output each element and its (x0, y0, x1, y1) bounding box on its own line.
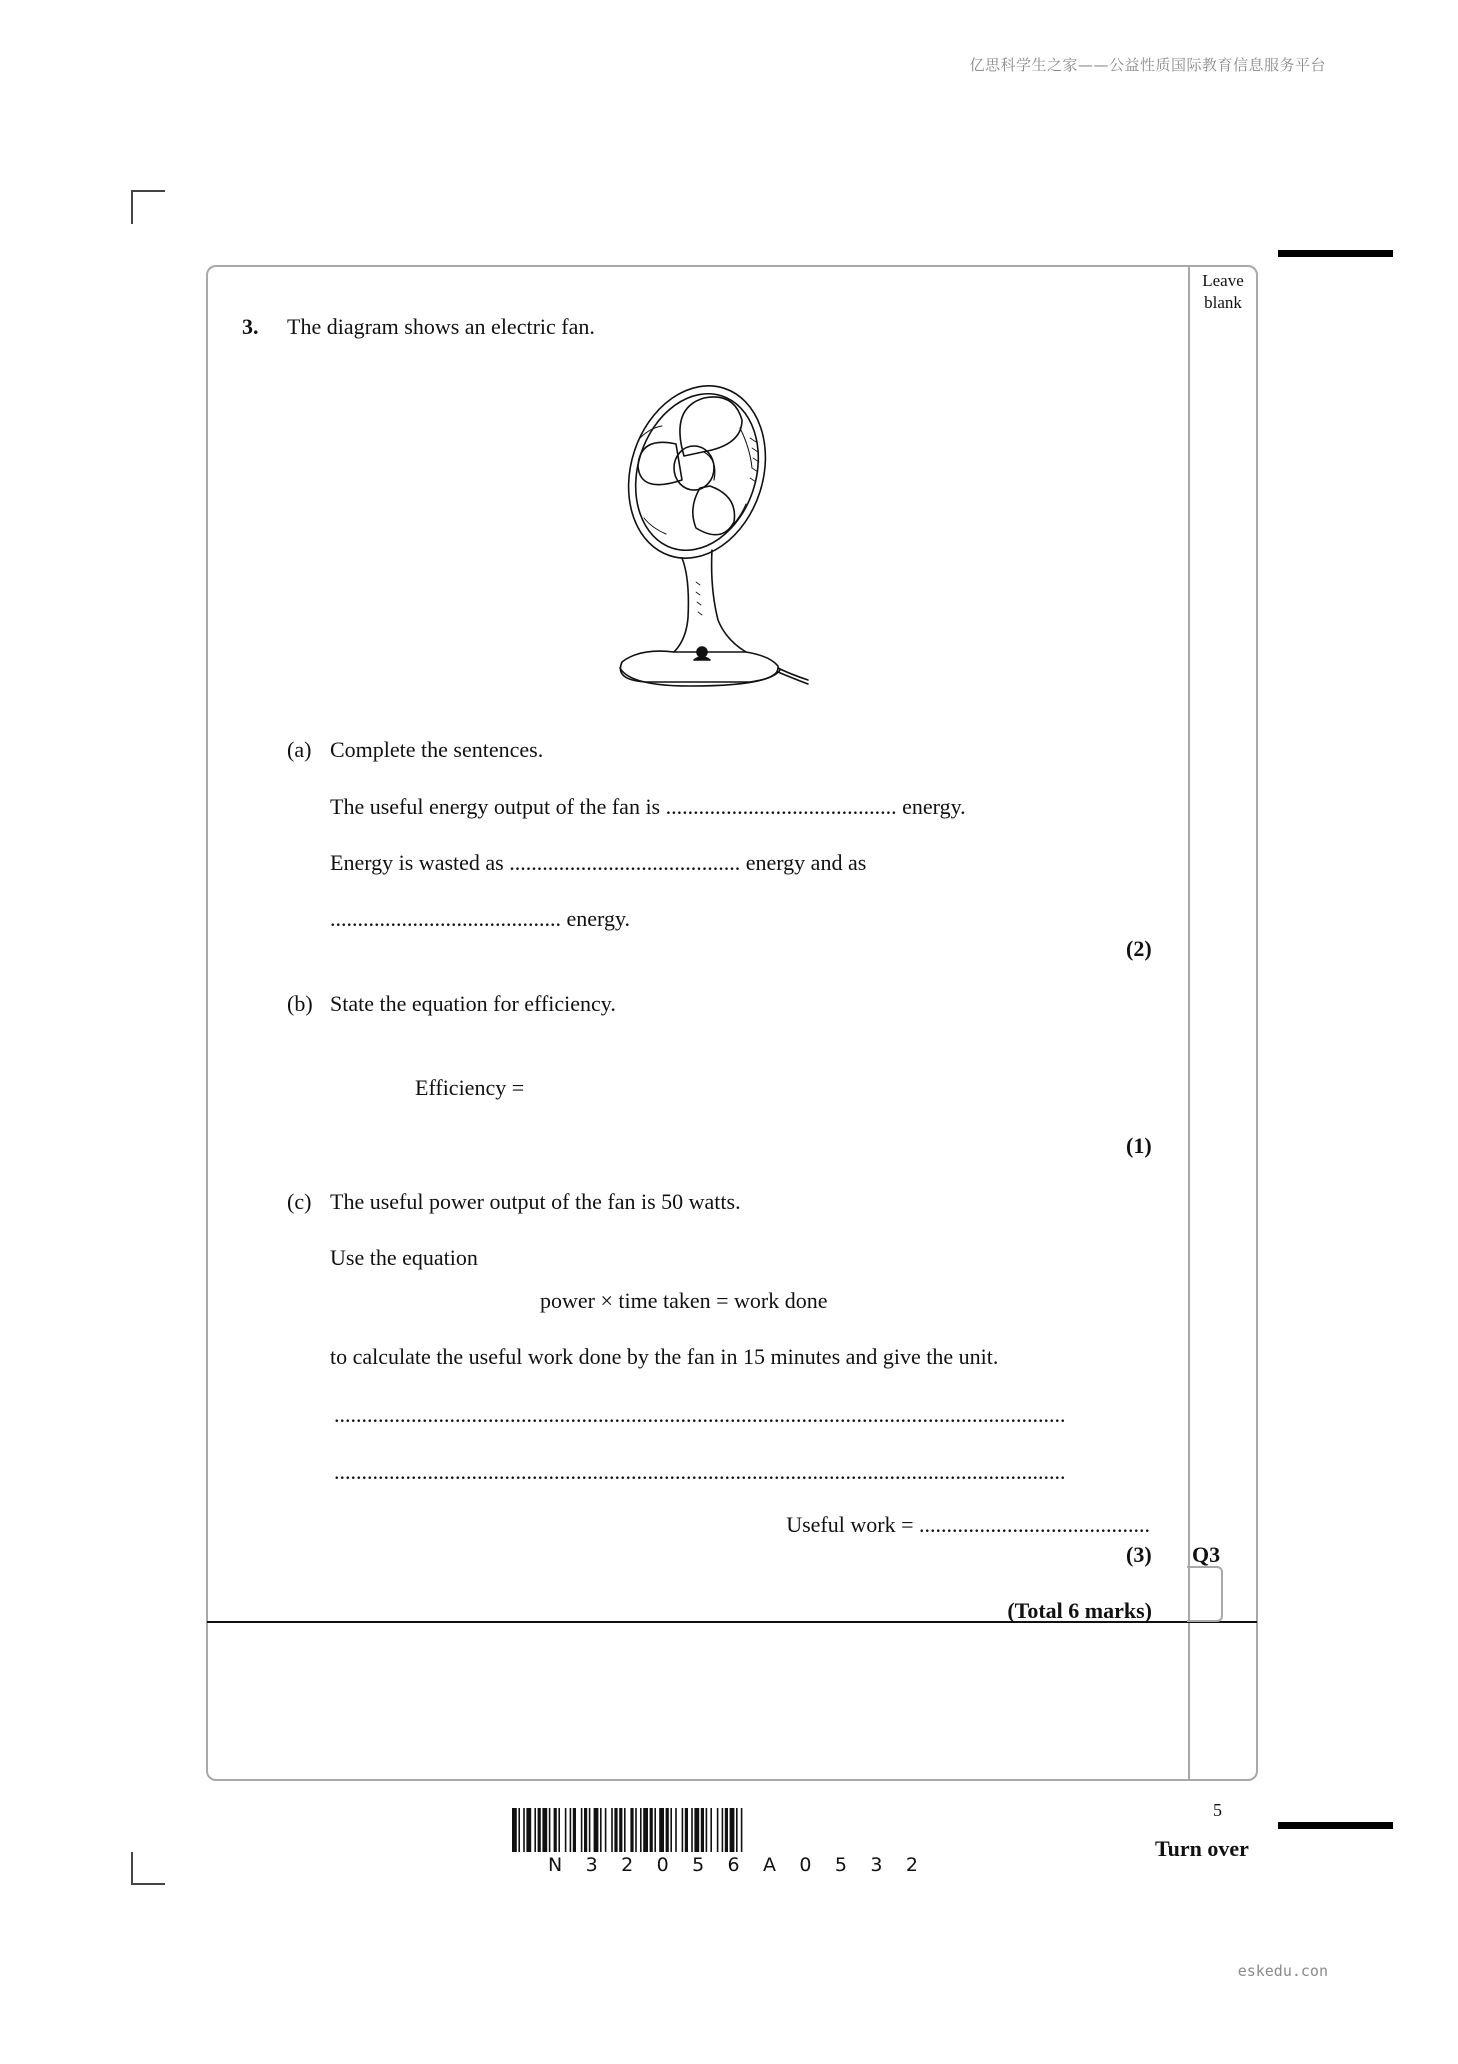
barcode-digit: 5 (692, 1854, 705, 1876)
barcode-digit: 2 (621, 1854, 634, 1876)
barcode-bar (670, 1808, 672, 1852)
barcode-bar (512, 1808, 517, 1852)
part-c-marks: (3) (1126, 1542, 1152, 1567)
barcode-bar (643, 1808, 648, 1852)
crop-mark-top-left-vertical (131, 190, 133, 224)
part-c-label: (c) (287, 1189, 312, 1214)
part-a-sentence-2: Energy is wasted as .......................................... energy and as (330, 850, 867, 875)
barcode-digit: 2 (905, 1854, 918, 1876)
header-note: 亿思科学生之家——公益性质国际教育信息服务平台 (969, 56, 1326, 74)
barcode-digit: 6 (727, 1854, 740, 1876)
barcode-bar (619, 1808, 622, 1852)
leave-label-line2: blank (1204, 293, 1242, 312)
crop-mark-top-left (131, 190, 165, 192)
leave-blank-column-divider (1188, 265, 1190, 1781)
barcode-bar (710, 1808, 712, 1852)
useful-work-answer: Useful work = .......................................... (786, 1512, 1150, 1537)
answer-line-2: ..................................................................................................................................... (334, 1459, 1066, 1484)
barcode-bar (685, 1808, 688, 1852)
answer-line-1: ..................................................................................................................................... (334, 1402, 1066, 1427)
q3-mark-box (1187, 1566, 1223, 1622)
question-number: 3. (242, 314, 259, 339)
top-right-bar (1278, 250, 1393, 257)
barcode-bar (605, 1808, 607, 1852)
barcode-bar (736, 1808, 738, 1852)
barcode-bar (549, 1808, 551, 1852)
question-intro: The diagram shows an electric fan. (287, 314, 595, 339)
barcode-bar (741, 1808, 743, 1852)
barcode-bar (581, 1808, 583, 1852)
electric-fan-illustration (600, 368, 810, 688)
barcode-bar (584, 1808, 587, 1852)
barcode-bar (706, 1808, 708, 1852)
part-a-sentence-3: .......................................... energy. (330, 906, 631, 931)
barcode-bar (565, 1808, 567, 1852)
part-a-prompt: Complete the sentences. (330, 737, 544, 762)
barcode-bar (624, 1808, 626, 1852)
part-c-instruction: to calculate the useful work done by the fan in 15 minutes and give the unit. (330, 1344, 999, 1369)
barcode-bar (654, 1808, 656, 1852)
barcode-bar (611, 1808, 613, 1852)
barcode-bar (589, 1808, 591, 1852)
part-b-prompt: State the equation for efficiency. (330, 991, 616, 1016)
turn-over: Turn over (1155, 1836, 1249, 1861)
barcode-digit: A (763, 1854, 777, 1876)
barcode-bar (554, 1808, 557, 1852)
barcode-bar (650, 1808, 653, 1852)
part-c-prompt: The useful power output of the fan is 50 watts. (330, 1189, 741, 1214)
page-number: 5 (1213, 1800, 1222, 1820)
barcode-digit: 0 (656, 1854, 669, 1876)
barcode-bar (730, 1808, 735, 1852)
barcode-digits (548, 1854, 918, 1876)
barcode-bar (600, 1808, 602, 1852)
barcode-digit: N (548, 1854, 563, 1876)
barcode-bar (630, 1808, 633, 1852)
barcode-bar (570, 1808, 572, 1852)
barcode-bar (526, 1808, 531, 1852)
barcode-bar (614, 1808, 617, 1852)
part-a-marks: (2) (1126, 936, 1152, 961)
barcode-bar (725, 1808, 728, 1852)
barcode-bar (675, 1808, 677, 1852)
barcode-digit: 5 (834, 1854, 847, 1876)
barcode-bar (691, 1808, 693, 1852)
part-b-marks: (1) (1126, 1133, 1152, 1158)
barcode-bar (542, 1808, 547, 1852)
leave-blank-label (1190, 270, 1256, 314)
part-b-label: (b) (287, 991, 313, 1016)
barcode-bar (558, 1808, 560, 1852)
barcode-digit: 0 (799, 1854, 812, 1876)
barcode-bar (666, 1808, 669, 1852)
barcode-digit: 3 (870, 1854, 883, 1876)
barcode-bar (594, 1808, 599, 1852)
footer-site: eskedu.con (1237, 1962, 1328, 1980)
crop-mark-bottom-left (131, 1883, 165, 1885)
barcode-bar (682, 1808, 684, 1852)
total-marks: (Total 6 marks) (1007, 1598, 1152, 1623)
part-a-sentence-1: The useful energy output of the fan is .......................................... energy. (330, 794, 966, 819)
barcode-bar (518, 1808, 520, 1852)
part-c-use-equation: Use the equation (330, 1245, 478, 1270)
barcode-digit: 3 (585, 1854, 598, 1876)
part-c-equation: power × time taken = work done (540, 1288, 828, 1313)
barcode-bar (573, 1808, 576, 1852)
barcode-bar (717, 1808, 719, 1852)
efficiency-label: Efficiency = (415, 1075, 525, 1100)
barcode-bar (635, 1808, 637, 1852)
barcode-bar (523, 1808, 525, 1852)
barcode (512, 1808, 952, 1852)
leave-label-line1: Leave (1202, 271, 1244, 290)
barcode-bar (701, 1808, 704, 1852)
barcode-bar (534, 1808, 536, 1852)
barcode-bar (538, 1808, 541, 1852)
q3-label: Q3 (1192, 1542, 1221, 1567)
barcode-bar (694, 1808, 699, 1852)
barcode-bar (659, 1808, 664, 1852)
barcode-bar (640, 1808, 642, 1852)
crop-mark-bottom-left-vertical (131, 1852, 133, 1885)
bottom-right-bar (1278, 1822, 1393, 1829)
part-a-label: (a) (287, 737, 312, 762)
barcode-bar (722, 1808, 724, 1852)
